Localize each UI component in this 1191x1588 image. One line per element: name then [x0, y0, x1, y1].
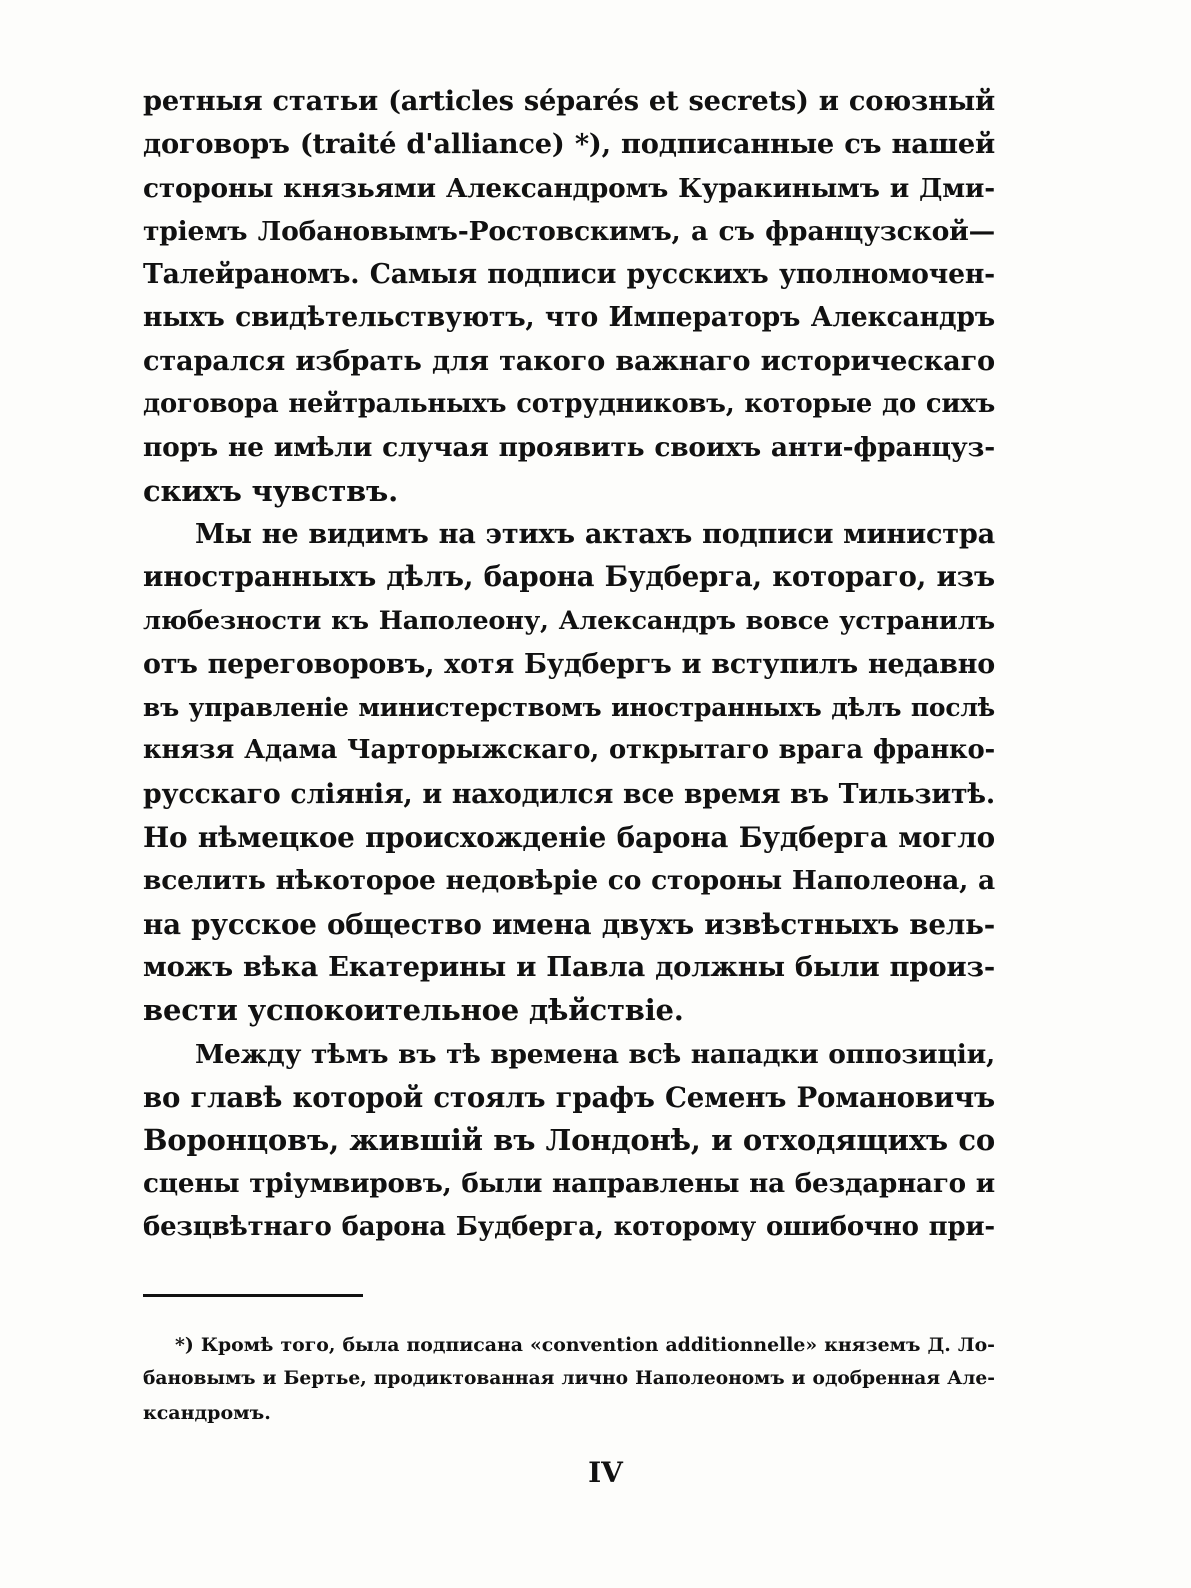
- text-line: можъ вѣка Екатерины и Павла должны были произ-: [143, 950, 995, 983]
- text-line: въ управленіе министерствомъ иностранныхъ дѣлъ послѣ: [143, 693, 995, 723]
- main-text: [143, 80, 995, 1249]
- text-line: вселить нѣкоторое недовѣріе со стороны Наполеона, а: [143, 865, 995, 897]
- text-line: договора нейтральныхъ сотрудниковъ, которые до сихъ: [143, 389, 995, 420]
- text-line: отъ переговоровъ, хотя Будбергъ и вступилъ недавно: [143, 648, 995, 680]
- text-line: на русское общество имена двухъ извѣстныхъ вель-: [143, 907, 995, 941]
- text-line: князя Адама Чарторыжскаго, открытаго врага франко-: [143, 735, 995, 766]
- paragraph-first-line: Мы не видимъ на этихъ актахъ подписи министра: [195, 518, 995, 550]
- text-line: сцены тріумвировъ, были направлены на бездарнаго и: [143, 1168, 995, 1200]
- text-line: старался избрать для такого важнаго историческаго: [143, 344, 995, 377]
- text-line: договоръ (traité d'alliance) *), подписанные съ нашей: [143, 128, 995, 161]
- footnote-line: *) Кромѣ того, была подписана «convention additionnelle» княземъ Д. Ло-: [175, 1334, 995, 1356]
- paragraph-first-line: Между тѣмъ въ тѣ времена всѣ нападки оппозиціи,: [195, 1038, 995, 1070]
- text-line: любезности къ Наполеону, Александръ вовсе устранилъ: [143, 605, 995, 636]
- text-line: тріемъ Лобановымъ-Ростовскимъ, а съ французской—: [143, 215, 995, 247]
- text-line: вести успокоительное дѣйствіе.: [143, 993, 684, 1028]
- text-line: Но нѣмецкое происхожденіе барона Будберга могло: [143, 821, 995, 855]
- text-line: во главѣ которой стоялъ графъ Семенъ Романовичъ: [143, 1080, 995, 1114]
- footnote-line: ксандромъ.: [143, 1402, 271, 1424]
- footnote: [143, 1328, 995, 1430]
- text-line: ретныя статьи (articles séparés et secrets) и союзный: [143, 85, 995, 117]
- text-line: иностранныхъ дѣлъ, барона Будберга, котораго, изъ: [143, 561, 995, 594]
- text-line: Талейраномъ. Самыя подписи русскихъ уполномочен-: [143, 259, 995, 291]
- text-line: безцвѣтнаго барона Будберга, которому ошибочно при-: [143, 1211, 995, 1242]
- text-line: русскаго сліянія, и находился все время въ Тильзитѣ.: [143, 778, 995, 810]
- text-line: скихъ чувствъ.: [143, 473, 398, 508]
- footnote-line: бановымъ и Бертье, продиктованная лично Наполеономъ и одобренная Але-: [143, 1368, 995, 1389]
- page-number: IV: [588, 1456, 623, 1489]
- text-line: Воронцовъ, жившій въ Лондонѣ, и отходящихъ со: [143, 1123, 995, 1158]
- text-line: поръ не имѣли случая проявить своихъ анти-француз-: [143, 432, 995, 464]
- footnote-divider: [143, 1294, 363, 1297]
- text-line: стороны князьями Александромъ Куракинымъ и Дми-: [143, 172, 995, 204]
- text-line: ныхъ свидѣтельствуютъ, что Императоръ Александръ: [143, 302, 995, 334]
